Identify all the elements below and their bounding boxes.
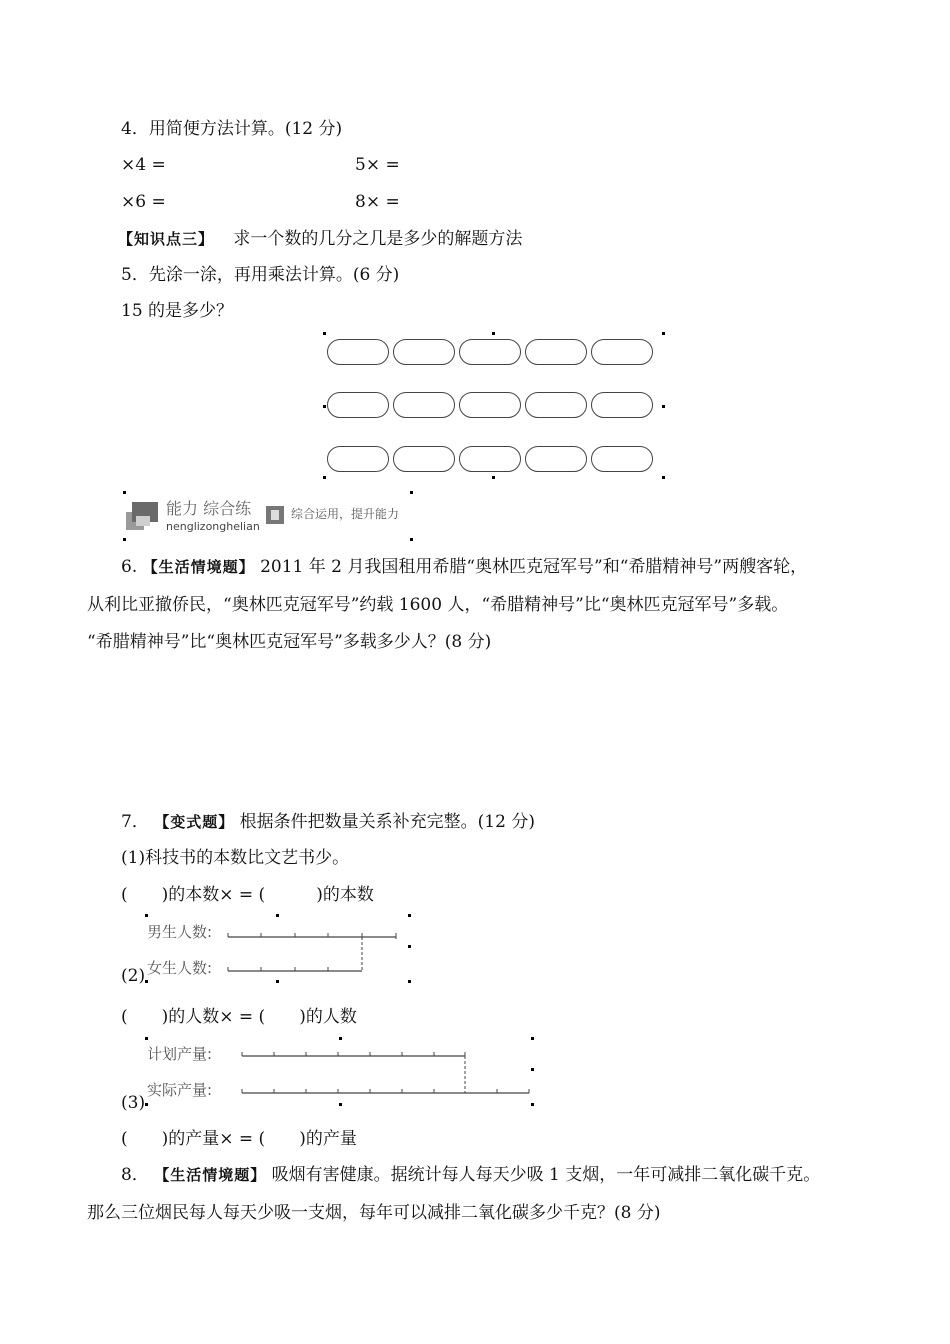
- q6-line-1: [121, 557, 807, 577]
- grid-marker: [323, 476, 326, 479]
- grid-cell[interactable]: [393, 339, 455, 365]
- q7-part3-label: (3): [121, 1093, 146, 1113]
- diagram-marker: [145, 914, 148, 917]
- diagram-marker: [531, 1103, 534, 1106]
- segment-label-boys: 男生人数:: [147, 923, 213, 941]
- banner-subtitle-icon: [266, 506, 286, 526]
- ability-logo-icon: [126, 500, 162, 532]
- diagram-marker: [339, 1103, 342, 1106]
- q4-expr-4: 8× =: [355, 192, 400, 212]
- grid-marker: [492, 476, 495, 479]
- q6-line-2: 从利比亚撤侨民，“奥林匹克冠军号”约载 1600 人，“希腊精神号”比“奥林匹克冠军号”多载。: [87, 595, 789, 615]
- q7-number: 7．: [121, 812, 149, 832]
- grid-cell[interactable]: [525, 339, 587, 365]
- grid-marker: [662, 332, 665, 335]
- banner-title: 能力 综合练: [166, 499, 252, 518]
- q5-question: 15 的是多少？: [121, 301, 234, 321]
- q6-number: 6.: [121, 557, 138, 577]
- grid-cell[interactable]: [459, 446, 521, 472]
- q6-line-3: “希腊精神号”比“奥林匹克冠军号”多载多少人？(8 分): [87, 632, 492, 652]
- q6-tag: 【生活情境题】: [142, 558, 255, 576]
- grid-cell[interactable]: [459, 392, 521, 418]
- banner-pinyin: nenglizonghelian: [166, 520, 260, 533]
- knowledge-point-heading: [118, 229, 522, 249]
- q7-tag: 【变式题】: [154, 813, 235, 831]
- diagram-marker: [145, 1037, 148, 1040]
- segment-label-actual: 实际产量:: [147, 1081, 213, 1099]
- grid-cell[interactable]: [459, 339, 521, 365]
- q7-part1: (1)科技书的本数比文艺书少。: [121, 848, 350, 868]
- grid-marker: [662, 405, 665, 408]
- q8-tag: 【生活情境题】: [154, 1166, 267, 1184]
- segment-lines-gender: [226, 925, 401, 977]
- banner-subtitle: 综合运用，提升能力: [291, 507, 400, 521]
- diagram-marker: [408, 980, 411, 983]
- grid-marker: [323, 332, 326, 335]
- grid-marker: [323, 405, 326, 408]
- knowledge-point-tag: 【知识点三】: [118, 230, 215, 248]
- q8-line-1: [121, 1165, 820, 1185]
- q7-part3-formula: ( )的产量× = ( )的产量: [121, 1129, 357, 1149]
- grid-cell[interactable]: [591, 446, 653, 472]
- diagram-marker: [276, 914, 279, 917]
- banner-marker: [410, 491, 413, 494]
- segment-label-girls: 女生人数:: [147, 959, 213, 977]
- grid-marker: [492, 332, 495, 335]
- q4-expr-2: 5× =: [355, 155, 400, 175]
- grid-cell[interactable]: [327, 392, 389, 418]
- segment-lines-output: [240, 1046, 532, 1100]
- diagram-marker: [145, 980, 148, 983]
- q4-expr-3: ×6 =: [121, 192, 166, 212]
- knowledge-point-text: 求一个数的几分之几是多少的解题方法: [233, 229, 523, 249]
- q7-part2-formula: ( )的人数× = ( )的人数: [121, 1007, 357, 1027]
- diagram-marker: [408, 945, 411, 948]
- grid-cell[interactable]: [327, 446, 389, 472]
- diagram-marker: [145, 1103, 148, 1106]
- q6-text-1: 2011 年 2 月我国租用希腊“奥林匹克冠军号”和“希腊精神号”两艘客轮，: [260, 557, 808, 577]
- segment-label-planned: 计划产量:: [147, 1045, 213, 1063]
- grid-cell[interactable]: [327, 339, 389, 365]
- grid-cell[interactable]: [591, 392, 653, 418]
- q8-number: 8．: [121, 1165, 149, 1185]
- q8-text-1: 吸烟有害健康。据统计每人每天少吸 1 支烟，一年可减排二氧化碳千克。: [271, 1165, 821, 1185]
- grid-cell[interactable]: [525, 392, 587, 418]
- grid-marker: [662, 476, 665, 479]
- grid-cell[interactable]: [525, 446, 587, 472]
- grid-cell[interactable]: [393, 392, 455, 418]
- q5-title: 5．先涂一涂，再用乘法计算。(6 分): [121, 265, 400, 285]
- grid-cell[interactable]: [393, 446, 455, 472]
- q4-expr-1: ×4 =: [121, 155, 166, 175]
- banner-marker: [123, 491, 126, 494]
- q4-title: 4．用简便方法计算。(12 分): [121, 119, 343, 139]
- diagram-marker: [408, 914, 411, 917]
- q7-heading: [121, 812, 535, 832]
- diagram-marker: [531, 1037, 534, 1040]
- diagram-marker: [276, 980, 279, 983]
- q7-title: 根据条件把数量关系补充完整。(12 分): [239, 812, 535, 832]
- q8-line-2: 那么三位烟民每人每天少吸一支烟，每年可以减排二氧化碳多少千克？(8 分): [87, 1203, 661, 1223]
- grid-cell[interactable]: [591, 339, 653, 365]
- q7-part1-formula: ( )的本数× = ( )的本数: [121, 885, 374, 905]
- diagram-marker: [339, 1037, 342, 1040]
- banner-marker: [123, 538, 126, 541]
- banner-marker: [410, 538, 413, 541]
- q7-part2-label: (2): [121, 966, 146, 986]
